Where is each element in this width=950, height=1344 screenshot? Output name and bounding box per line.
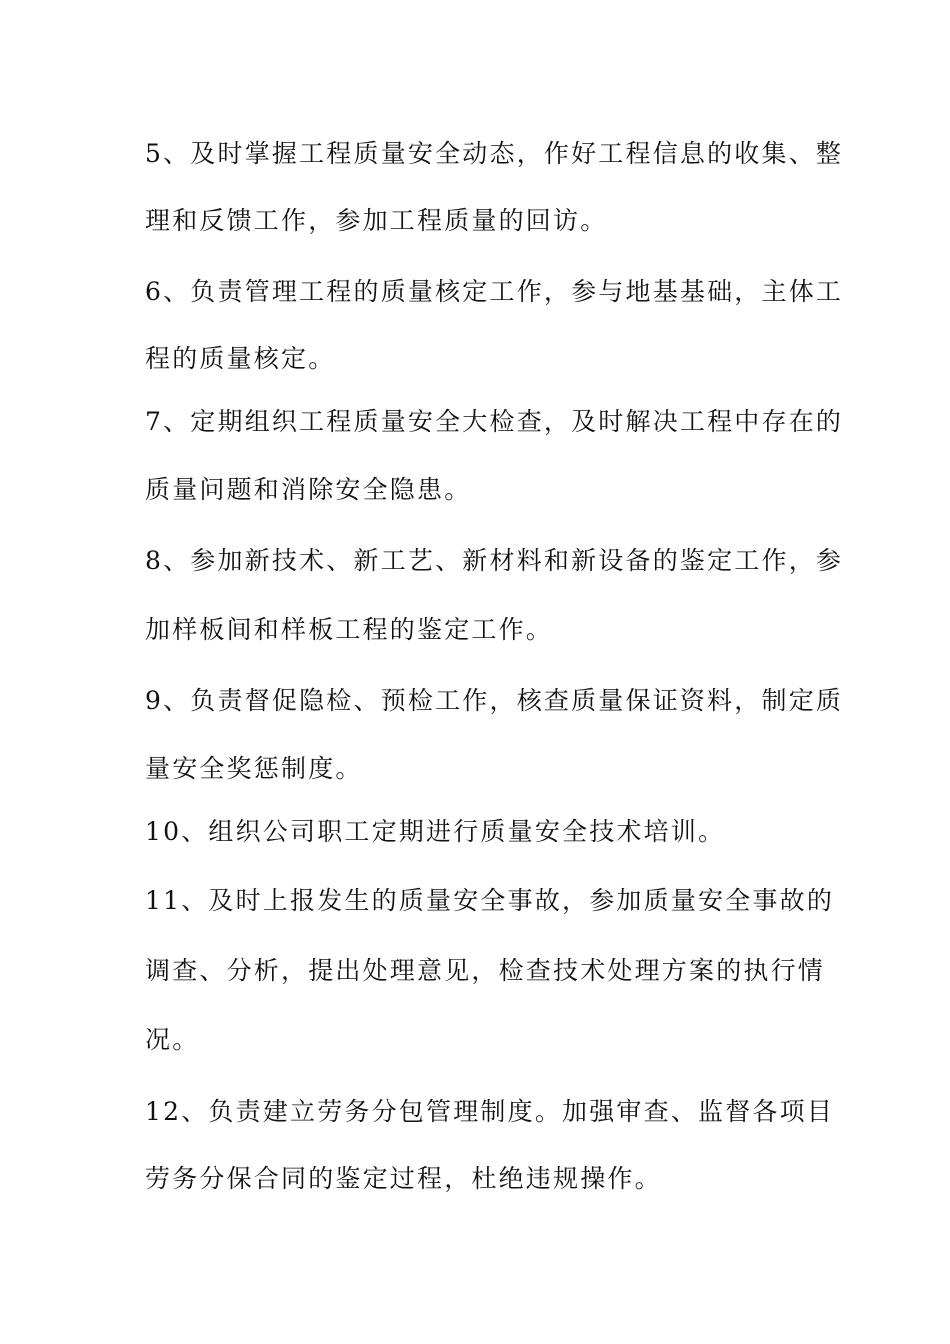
- item-11-line-3: 况。: [145, 1025, 200, 1054]
- item-7-line-1: 7、定期组织工程质量安全大检查，及时解决工程中存在的: [145, 407, 844, 436]
- item-8-line-1: 8、参加新技术、新工艺、新材料和新设备的鉴定工作，参: [145, 546, 844, 575]
- item-5-line-1: 5、及时掌握工程质量安全动态，作好工程信息的收集、整: [145, 139, 844, 168]
- item-9-line-1: 9、负责督促隐检、预检工作，核查质量保证资料，制定质: [145, 686, 844, 715]
- item-11-line-1: 11、及时上报发生的质量安全事故，参加质量安全事故的: [145, 886, 835, 915]
- item-6-line-1: 6、负责管理工程的质量核定工作，参与地基基础，主体工: [145, 277, 844, 306]
- item-12-line-2: 劳务分保合同的鉴定过程，杜绝违规操作。: [145, 1164, 662, 1193]
- item-8-line-2: 加样板间和样板工程的鉴定工作。: [145, 615, 554, 644]
- item-7-line-2: 质量问题和消除安全隐患。: [145, 475, 472, 504]
- item-12-line-1: 12、负责建立劳务分包管理制度。加强审查、监督各项目: [145, 1097, 835, 1126]
- item-6-line-2: 程的质量核定。: [145, 344, 336, 373]
- item-9-line-2: 量安全奖惩制度。: [145, 754, 363, 783]
- item-5-line-2: 理和反馈工作，参加工程质量的回访。: [145, 206, 608, 235]
- item-11-line-2: 调查、分析，提出处理意见，检查技术处理方案的执行情: [145, 956, 826, 985]
- item-10-line-1: 10、组织公司职工定期进行质量安全技术培训。: [145, 817, 726, 846]
